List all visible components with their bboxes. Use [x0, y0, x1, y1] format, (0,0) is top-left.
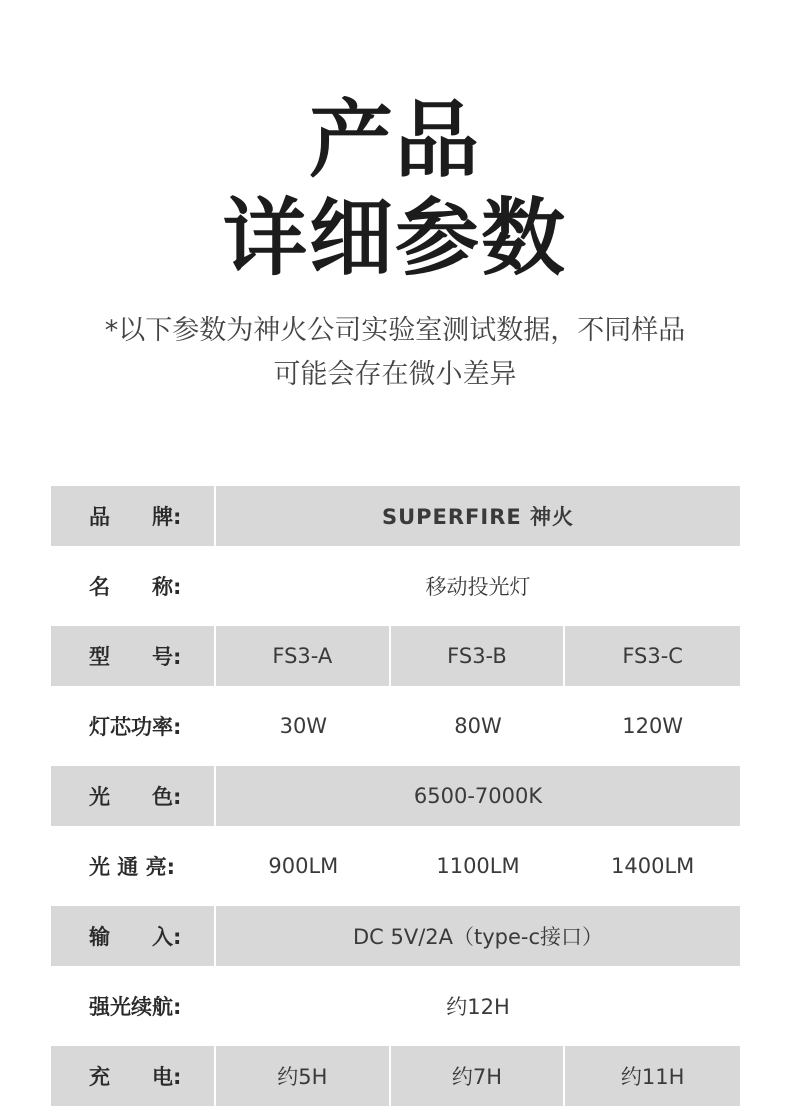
model-b: FS3-B [391, 626, 566, 686]
power-c: 120W [565, 696, 740, 756]
charge-c: 约11H [565, 1046, 740, 1106]
color-value: 6500-7000K [216, 766, 740, 826]
table-row-input [51, 906, 740, 966]
power-a: 30W [216, 696, 391, 756]
name-label: 名 称: [89, 575, 182, 599]
power-b: 80W [391, 696, 566, 756]
table-row-runtime [51, 976, 740, 1036]
runtime-value: 约12H [216, 976, 740, 1036]
flux-c: 1400LM [565, 836, 740, 896]
table-row-power [51, 696, 740, 756]
flux-b: 1100LM [391, 836, 566, 896]
runtime-label: 强光续航: [89, 995, 182, 1019]
page-title-line2: 详细参数 [222, 189, 567, 287]
model-label: 型 号: [89, 645, 182, 669]
page-title-line1: 产品 [308, 91, 481, 189]
disclaimer-line1: *以下参数为神火公司实验室测试数据，不同样品 [104, 315, 686, 346]
charge-b: 约7H [391, 1046, 566, 1106]
spec-table [51, 486, 740, 1106]
input-value: DC 5V/2A（type-c接口） [216, 906, 740, 966]
brand-value: SUPERFIRE 神火 [216, 486, 740, 546]
model-a: FS3-A [216, 626, 391, 686]
table-row-color [51, 766, 740, 826]
power-label: 灯芯功率: [89, 715, 182, 739]
input-label: 输 入: [89, 925, 182, 949]
flux-a: 900LM [216, 836, 391, 896]
color-label: 光 色: [89, 785, 182, 809]
charge-label: 充 电: [89, 1065, 182, 1089]
charge-a: 约5H [216, 1046, 391, 1106]
brand-label: 品 牌: [89, 505, 182, 529]
table-row-brand [51, 486, 740, 546]
flux-label: 光 通 亮: [89, 855, 176, 879]
table-row-charge [51, 1046, 740, 1106]
table-row-flux [51, 836, 740, 896]
table-row-name [51, 556, 740, 616]
table-row-model [51, 626, 740, 686]
disclaimer-line2: 可能会存在微小差异 [273, 359, 517, 390]
name-value: 移动投光灯 [216, 556, 740, 616]
model-c: FS3-C [565, 626, 740, 686]
